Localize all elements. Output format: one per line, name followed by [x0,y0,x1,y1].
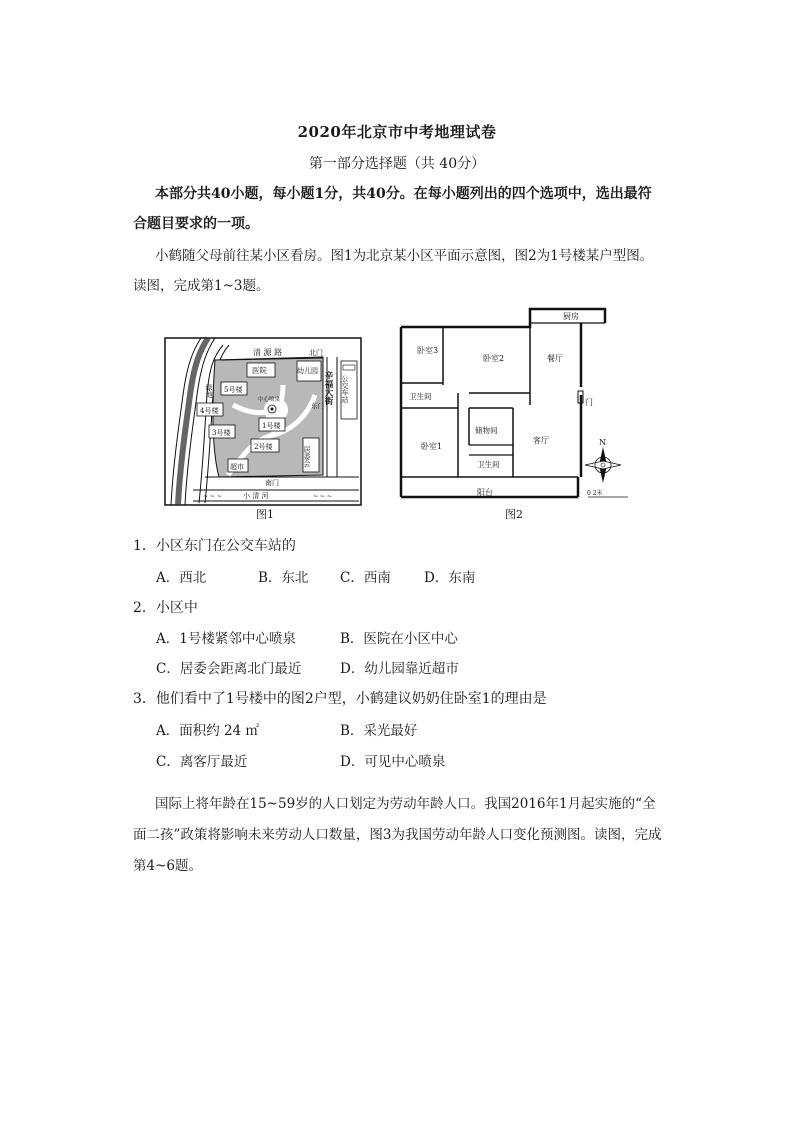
question-2-stem: 2．小区中 [133,600,198,616]
q2-option-c: C．居委会距离北门最近 [156,661,302,677]
compass-icon [585,447,621,483]
supermarket-label: 超市 [230,463,244,471]
q3-option-d: D．可见中心喷泉 [340,754,446,770]
figures-panel [133,305,663,527]
q2-option-a: A．1号楼紧邻中心喷泉 [156,631,296,647]
river-label: 小 清 河 [243,492,269,500]
instructions: 本部分共40小题，每小题1分，共40分。在每小题列出的四个选项中，选出最符合题目要求的一项。 [133,186,652,232]
dining-label: 餐厅 [547,354,563,363]
scenario-2: 国际上将年龄在15~59岁的人口划定为劳动年龄人口。我国2016年1月起实施的“全面二孩”政策将影响未来劳动人口数量，图3为我国劳动年龄人口变化预测图。读图，完成第4~6题。 [133,796,662,874]
kindergarten-label: 幼儿园 [297,367,318,375]
green-label: 绿地 [205,384,213,398]
street-label: 辛福大街 [323,371,333,405]
q2-option-d: D．幼儿园靠近超市 [340,661,459,677]
q1-option-d: D．东南 [424,570,476,586]
figure-1-caption: 图1 [256,508,274,521]
north-gate-label: 北门 [309,349,323,357]
storage-label: 储物间 [475,426,498,435]
page-title: 2020年北京市中考地理试卷 [297,123,497,141]
balcony-label: 阳台 [477,488,493,497]
bedroom2-label: 卧室2 [483,354,505,363]
question-3-stem: 3．他们看中了1号楼中的图2户型，小鹤建议奶奶住卧室1的理由是 [133,691,547,707]
q3-option-b: B．采光最好 [340,723,418,739]
fountain-label: 中心喷泉 [258,397,281,403]
north-label: N [599,438,606,447]
svg-text:~ ~ ~: ~ ~ ~ [203,493,222,500]
bathroom-a-label: 卫生间 [409,392,432,401]
building-1-label: 1号楼 [262,422,281,430]
q1-option-c: C．西南 [340,570,391,586]
q3-option-c: C．离客厅最近 [156,754,248,770]
building-5-label: 5号楼 [224,386,243,394]
door-label: 门 [585,398,593,407]
north-road-label: 清 源 路 [253,348,283,357]
building-3-label: 3号楼 [212,429,231,437]
scenario-1: 小鹤随父母前往某小区看房。图1为北京某小区平面示意图，图2为1号楼某户型图。读图，完成第1~3题。 [133,248,654,294]
figure-1-map [165,338,361,505]
building-2-label: 2号楼 [254,443,273,451]
q1-option-b: B．东北 [258,570,309,586]
bedroom1-label: 卧室1 [421,442,443,451]
q3-option-a: A．面积约 24 ㎡ [156,723,260,739]
section-heading: 第一部分选择题（共 40分） [308,156,486,172]
scale-label: 0 2米 [587,490,603,497]
bedroom3-label: 卧室3 [417,346,439,355]
living-label: 客厅 [533,436,549,445]
q1-option-a: A．西北 [156,570,207,586]
building-4-label: 4号楼 [200,407,219,415]
south-gate-label: 南门 [265,479,279,487]
committee-label: 居委会 [303,446,311,467]
question-1-stem: 1．小区东门在公交车站的 [133,538,296,554]
q2-option-b: B．医院在小区中心 [340,631,458,647]
kitchen-label: 厨房 [563,312,579,321]
east-gate-label: 东门 [311,402,324,410]
figure-2-floorplan [401,309,605,497]
bus-stop-label: 公交车站 [341,375,349,403]
svg-text:~ ~ ~: ~ ~ ~ [313,493,332,500]
hospital-label: 医院 [252,366,267,375]
figure-2-caption: 图2 [505,508,523,521]
bathroom-b-label: 卫生间 [477,460,500,469]
